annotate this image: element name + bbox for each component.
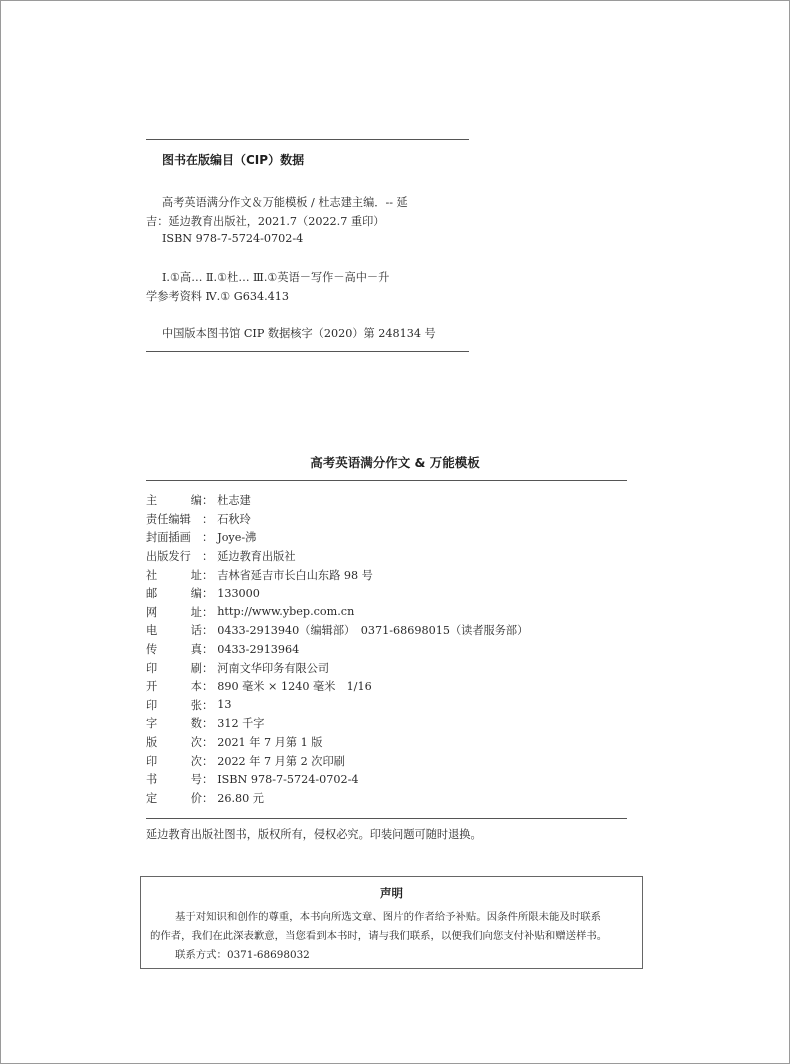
detail-row [146,677,616,696]
cip-top-rule [146,139,469,140]
detail-label-char: 话 [190,624,202,638]
publication-details [146,491,616,807]
detail-value: 13 [217,698,232,712]
cip-entry-line-2: 吉：延边教育出版社，2021.7（2022.7 重印） [146,215,385,228]
detail-value: 吉林省延吉市长白山东路 98 号 [217,568,373,582]
detail-row [146,658,616,677]
detail-label [146,529,202,545]
detail-label-char: 真 [190,643,202,657]
detail-value: 石秋玲 [217,512,251,526]
detail-separator: ： [202,698,214,712]
detail-label [146,734,202,750]
detail-label-char: 价 [190,791,202,805]
cip-subject-line-2: 学参考资料 Ⅳ.① G634.413 [146,290,290,303]
detail-label-char: 址 [190,568,202,582]
detail-value: 26.80 元 [217,791,264,805]
detail-separator: ： [202,531,214,545]
detail-value: Joye-沸 [217,531,257,545]
detail-label [146,697,202,713]
detail-value: 延边教育出版社 [217,550,296,564]
copyright-note: 延边教育出版社图书，版权所有，侵权必究。印装问题可随时退换。 [146,828,482,841]
book-title: 高考英语满分作文 & 万能模板 [310,455,480,470]
detail-row [146,547,616,566]
detail-row [146,770,616,789]
detail-separator: ： [202,624,214,638]
detail-label-char: 责任编辑 [146,512,191,526]
detail-value: 0433-2913964 [217,642,300,656]
detail-separator: ： [202,512,214,526]
detail-label-char: 封面插画 [146,531,191,545]
detail-label [146,678,202,694]
detail-label-char: 印 [146,661,158,675]
detail-label [146,492,202,508]
detail-label-char: 电 [146,624,158,638]
detail-separator: ： [202,550,214,564]
detail-value: 2022 年 7 月第 2 次印刷 [217,754,345,768]
detail-value: http://www.ybep.com.cn [217,605,355,619]
detail-value: 312 千字 [217,717,265,731]
detail-label [146,511,202,527]
detail-row [146,621,616,640]
detail-label [146,641,202,657]
detail-label [146,660,202,676]
detail-label-char: 邮 [146,587,158,601]
detail-value: 2021 年 7 月第 1 版 [217,736,323,750]
detail-label-char: 编 [190,587,202,601]
detail-row [146,510,616,529]
detail-value: 0433-2913940（编辑部） 0371-68698015（读者服务部） [217,624,529,638]
detail-label [146,622,202,638]
detail-separator: ： [202,791,214,805]
detail-row [146,751,616,770]
cip-verification-line: 中国版本图书馆 CIP 数据核字（2020）第 248134 号 [162,327,436,340]
detail-label-char: 数 [190,717,202,731]
detail-label-char: 印 [146,754,158,768]
detail-value: 133000 [217,586,260,600]
detail-label-char: 主 [146,494,158,508]
detail-label [146,790,202,806]
cip-isbn-line: ISBN 978-7-5724-0702-4 [162,232,304,245]
detail-value: 890 毫米 × 1240 毫米 1/16 [217,680,372,694]
detail-label-char: 开 [146,680,158,694]
detail-label [146,567,202,583]
statement-line-1: 基于对知识和创作的尊重，本书向所选文章、图片的作者给予补贴。因条件所限未能及时联系 [175,911,602,923]
detail-label-char: 版 [146,736,158,750]
detail-label-char: 网 [146,605,158,619]
detail-row [146,789,616,808]
detail-label-char: 字 [146,717,158,731]
detail-label-char: 出版发行 [146,550,191,564]
detail-separator: ： [202,736,214,750]
detail-label-char: 书 [146,773,158,787]
detail-label-char: 定 [146,791,158,805]
detail-separator: ： [202,717,214,731]
detail-separator: ： [202,605,214,619]
statement-line-2: 的作者，我们在此深表歉意，当您看到本书时，请与我们联系，以便我们向您支付补贴和赠送样书。 [150,930,608,942]
statement-box [140,876,643,969]
detail-label-char: 印 [146,698,158,712]
detail-row [146,491,616,510]
detail-row [146,714,616,733]
detail-separator: ： [202,494,214,508]
detail-value: 杜志建 [217,494,251,508]
detail-label-char: 传 [146,643,158,657]
detail-separator: ： [202,773,214,787]
detail-row [146,696,616,715]
cip-subject-line-1: Ⅰ.①高… Ⅱ.①杜… Ⅲ.①英语－写作－高中－升 [162,271,390,284]
title-rule [146,480,627,481]
detail-separator: ： [202,661,214,675]
detail-separator: ： [202,587,214,601]
detail-label-char: 张 [190,698,202,712]
cip-heading: 图书在版编目（CIP）数据 [162,153,305,167]
detail-label-char: 号 [190,773,202,787]
detail-label-char: 刷 [190,661,202,675]
detail-label-char: 址 [190,605,202,619]
detail-row [146,528,616,547]
detail-separator: ： [202,643,214,657]
detail-label [146,604,202,620]
detail-value: ISBN 978-7-5724-0702-4 [217,772,359,786]
cip-bottom-rule [146,351,469,352]
detail-label-char: 社 [146,568,158,582]
detail-separator: ： [202,680,214,694]
detail-separator: ： [202,754,214,768]
detail-label [146,548,202,564]
cip-entry-line-1: 高考英语满分作文＆万能模板 / 杜志建主编．-- 延 [162,196,408,209]
detail-label-char: 次 [190,754,202,768]
detail-row [146,733,616,752]
detail-label-char: 编 [190,494,202,508]
details-bottom-rule [146,818,627,819]
statement-title: 声明 [380,886,403,900]
detail-row [146,640,616,659]
detail-label-char: 次 [190,736,202,750]
detail-value: 河南文华印务有限公司 [217,661,330,675]
detail-separator: ： [202,568,214,582]
detail-row [146,584,616,603]
detail-row [146,565,616,584]
detail-label [146,753,202,769]
detail-label [146,715,202,731]
detail-label-char: 本 [190,680,202,694]
detail-label [146,585,202,601]
detail-label [146,771,202,787]
statement-contact-line: 联系方式：0371-68698032 [175,949,310,961]
detail-row [146,603,616,622]
